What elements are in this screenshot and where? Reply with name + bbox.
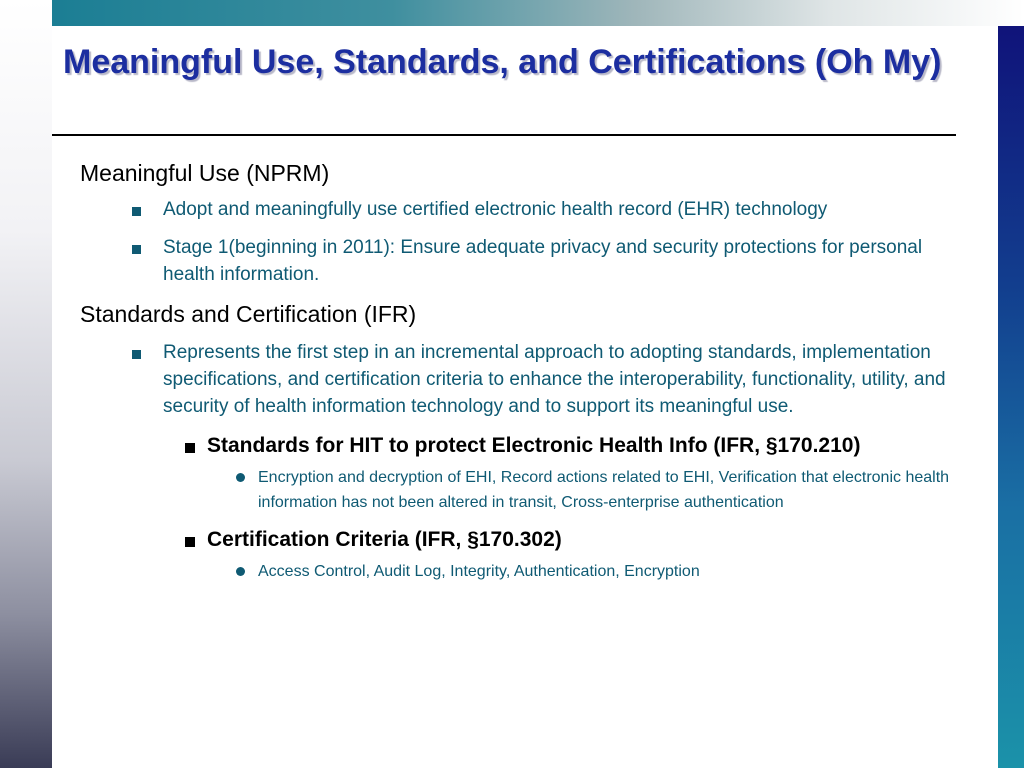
title-divider <box>52 134 956 136</box>
sub-list-item-text: Access Control, Audit Log, Integrity, Authentication, Encryption <box>258 563 700 580</box>
square-bullet-icon <box>132 350 141 359</box>
list-item <box>80 234 960 288</box>
square-bullet-icon <box>132 207 141 216</box>
list-item-text: Adopt and meaningfully use certified electronic health record (EHR) technology <box>163 199 828 220</box>
top-decorative-bar <box>52 0 1024 26</box>
square-bullet-icon <box>185 443 195 453</box>
list-item <box>80 339 960 420</box>
subsection-heading <box>80 431 960 461</box>
subsection-heading <box>80 525 960 555</box>
square-bullet-icon <box>132 245 141 254</box>
subsection-heading-text: Certification Criteria (IFR, §170.302) <box>207 528 562 551</box>
list-item <box>80 196 960 223</box>
section-heading-standards: Standards and Certification (IFR) <box>80 301 417 327</box>
slide-body <box>80 158 960 594</box>
left-decorative-bar <box>0 0 52 768</box>
list-item-text: Represents the first step in an incremental approach to adopting standards, implementation specifications, and certification criteria to enhance the interoperability, functionality, utility, and security of health information technology and to support its meaningful use. <box>163 342 946 417</box>
round-bullet-icon <box>236 567 245 576</box>
list-item-text: Stage 1(beginning in 2011): Ensure adequate privacy and security protections for personal health information. <box>163 237 923 285</box>
section-heading-meaningful-use: Meaningful Use (NPRM) <box>80 160 330 186</box>
sub-list-item <box>80 465 960 515</box>
sub-list-item <box>80 559 960 584</box>
sub-list-item-text: Encryption and decryption of EHI, Record actions related to EHI, Verification that electronic health information has not been altered in transit, Cross-enterprise authentication <box>258 469 950 511</box>
subsection-heading-text: Standards for HIT to protect Electronic Health Info (IFR, §170.210) <box>207 434 861 457</box>
round-bullet-icon <box>236 473 245 482</box>
right-decorative-bar <box>998 26 1024 768</box>
square-bullet-icon <box>185 537 195 547</box>
slide-title: Meaningful Use, Standards, and Certifications (Oh My) <box>63 43 942 81</box>
